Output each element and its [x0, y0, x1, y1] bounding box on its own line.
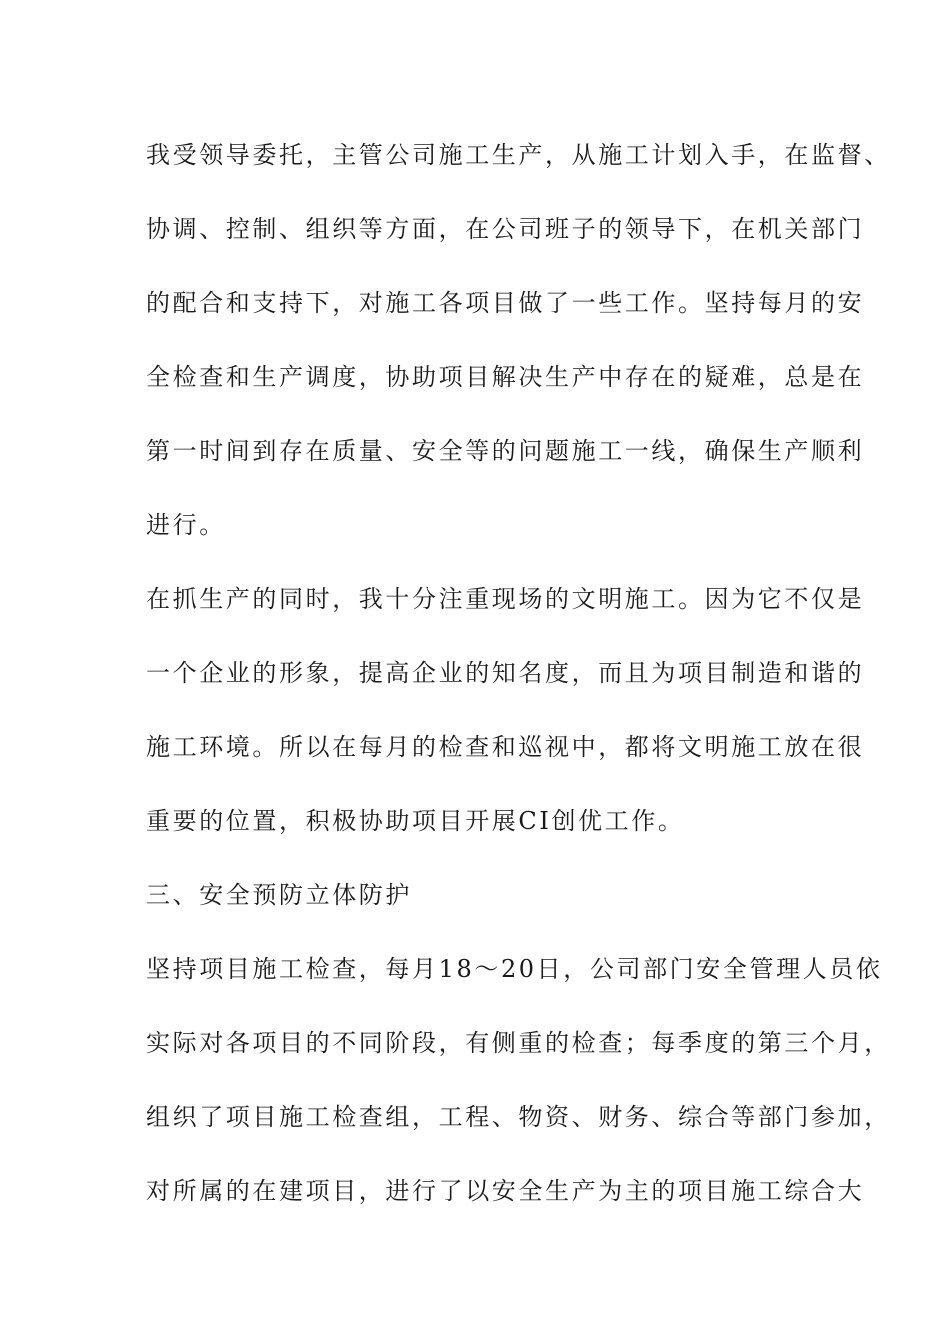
text-line: 实际对各项目的不同阶段，有侧重的检查；每季度的第三个月， — [146, 1029, 891, 1057]
text-line: 进行。 — [146, 511, 226, 539]
text-line: 施工环境。所以在每月的检查和巡视中，都将文明施工放在很 — [146, 733, 865, 761]
text-line: 对所属的在建项目，进行了以安全生产为主的项目施工综合大 — [146, 1177, 865, 1205]
text-line: 我受领导委托，主管公司施工生产，从施工计划入手，在监督、 — [146, 141, 891, 169]
text-line: 第一时间到存在质量、安全等的问题施工一线，确保生产顺利 — [146, 437, 865, 465]
text-line: 的配合和支持下，对施工各项目做了一些工作。坚持每月的安 — [146, 289, 865, 317]
text-line: 重要的位置，积极协助项目开展CI创优工作。 — [146, 807, 685, 835]
text-line: 一个企业的形象，提高企业的知名度，而且为项目制造和谐的 — [146, 659, 865, 687]
text-line: 协调、控制、组织等方面，在公司班子的领导下，在机关部门 — [146, 215, 865, 243]
text-line: 在抓生产的同时，我十分注重现场的文明施工。因为它不仅是 — [146, 585, 865, 613]
text-line: 坚持项目施工检查，每月18～20日，公司部门安全管理人员依 — [146, 955, 883, 983]
section-heading: 三、安全预防立体防护 — [146, 881, 412, 909]
text-line: 组织了项目施工检查组，工程、物资、财务、综合等部门参加， — [146, 1103, 891, 1131]
text-line: 全检查和生产调度，协助项目解决生产中存在的疑难，总是在 — [146, 363, 865, 391]
